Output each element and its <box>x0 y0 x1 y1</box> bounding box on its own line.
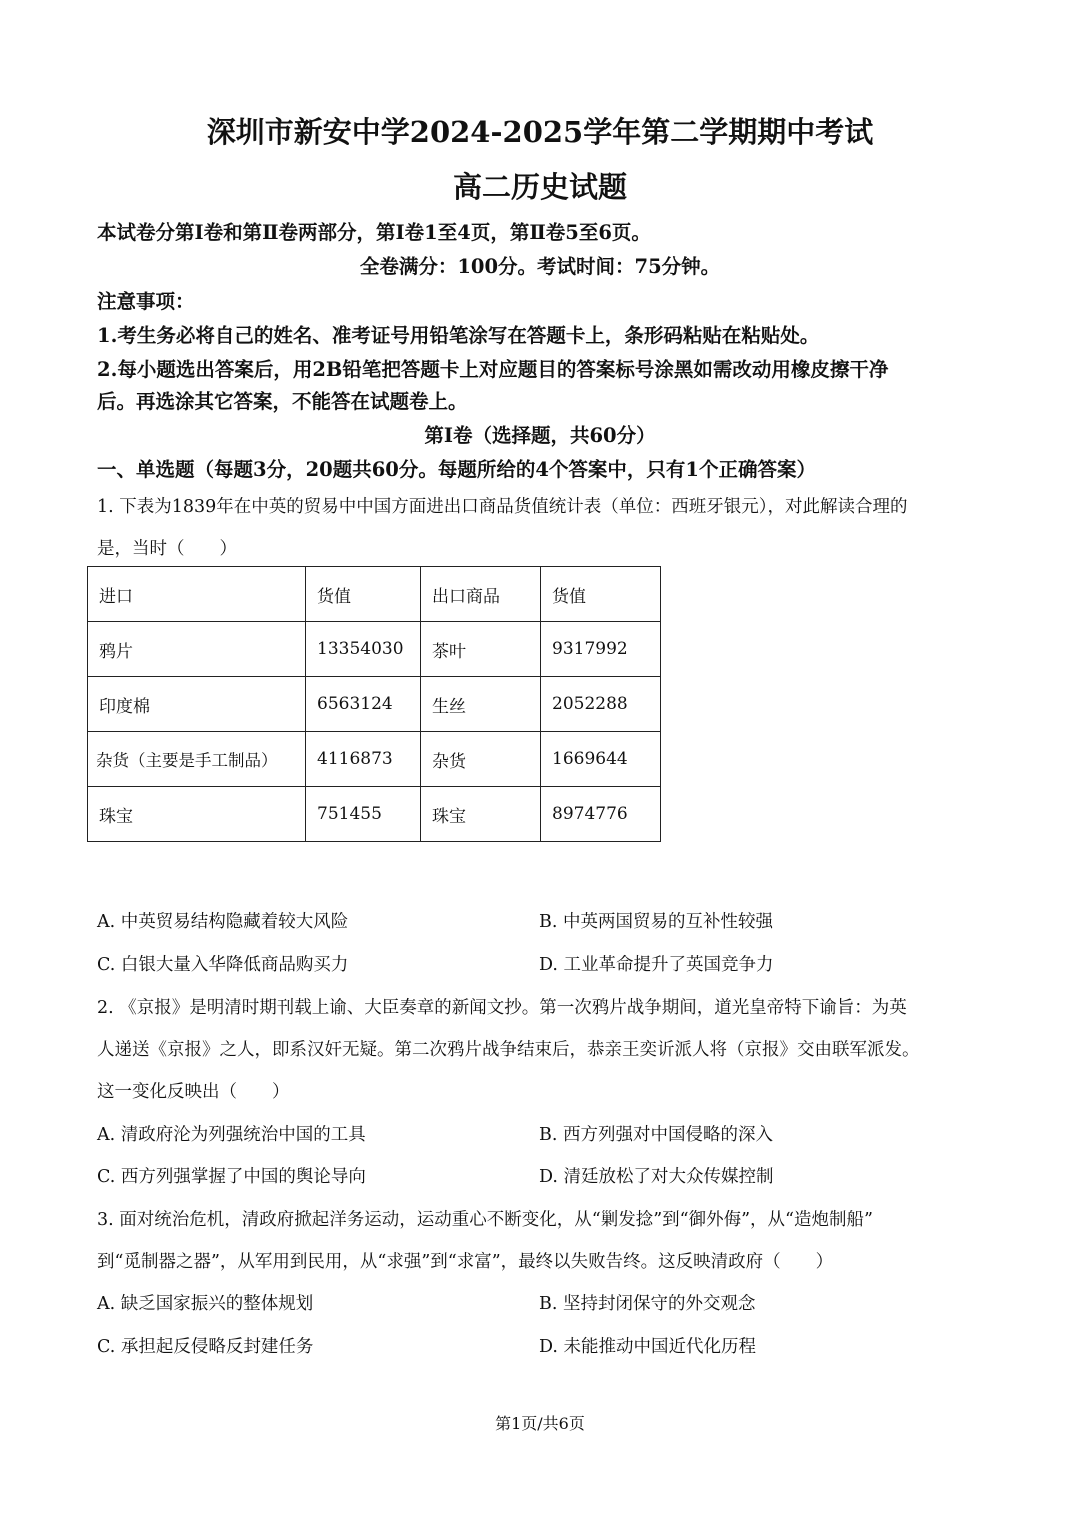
table-cell: 13354030 <box>306 622 421 677</box>
table-cell: 751455 <box>306 787 421 842</box>
table-cell: 生丝 <box>421 677 541 732</box>
table-cell: 4116873 <box>306 732 421 787</box>
trade-table <box>87 566 661 842</box>
table-cell: 8974776 <box>541 787 661 842</box>
part-heading: 一、单选题（每题3分，20题共60分。每题所给的4个答案中，只有1个正确答案） <box>97 458 816 481</box>
question-2-stem-line-1: 2. 《京报》是明清时期刊载上谕、大臣奏章的新闻文抄。第一次鸦片战争期间，道光皇帝特下谕旨：为英 <box>97 998 907 1018</box>
question-2-option-a: A. 清政府沦为列强统治中国的工具 <box>97 1125 366 1145</box>
question-2-option-b: B. 西方列强对中国侵略的深入 <box>539 1125 773 1145</box>
table-cell: 珠宝 <box>88 787 306 842</box>
table-header-cell: 货值 <box>541 567 661 622</box>
page-number: 第1页/共6页 <box>495 1414 585 1433</box>
question-1-stem-line-1: 1. 下表为1839年在中英的贸易中中国方面进出口商品货值统计表（单位：西班牙银元），对此解读合理的 <box>97 497 908 517</box>
question-3-option-b: B. 坚持封闭保守的外交观念 <box>539 1294 756 1314</box>
notice-item-1: 1.考生务必将自己的姓名、准考证号用铅笔涂写在答题卡上，条形码粘贴在粘贴处。 <box>97 324 820 347</box>
question-2-option-d: D. 清廷放松了对大众传媒控制 <box>539 1167 774 1187</box>
table-cell: 1669644 <box>541 732 661 787</box>
question-1-option-d: D. 工业革命提升了英国竞争力 <box>539 955 774 975</box>
table-cell: 2052288 <box>541 677 661 732</box>
question-3-stem-line-2: 到“觅制器之器”，从军用到民用，从“求强”到“求富”，最终以失败告终。这反映清政府（ ） <box>97 1252 834 1272</box>
exam-subtitle: 高二历史试题 <box>452 170 627 204</box>
notice-heading: 注意事项： <box>97 290 195 313</box>
table-cell: 杂货 <box>421 732 541 787</box>
exam-title: 深圳市新安中学2024-2025学年第二学期期中考试 <box>206 115 874 149</box>
question-3-option-c: C. 承担起反侵略反封建任务 <box>97 1337 314 1357</box>
intro-line-2: 全卷满分：100分。考试时间：75分钟。 <box>359 255 721 278</box>
table-header-cell: 出口商品 <box>421 567 541 622</box>
question-2-stem-line-2: 人递送《京报》之人，即系汉奸无疑。第二次鸦片战争结束后，恭亲王奕䜣派人将（京报》交由联军派发。 <box>97 1040 920 1060</box>
table-cell: 珠宝 <box>421 787 541 842</box>
intro-line-1: 本试卷分第Ⅰ卷和第Ⅱ卷两部分，第Ⅰ卷1至4页，第Ⅱ卷5至6页。 <box>97 221 651 244</box>
notice-item-2-line-1: 2.每小题选出答案后，用2B铅笔把答题卡上对应题目的答案标号涂黑如需改动用橡皮擦干净 <box>97 358 889 381</box>
question-1-option-b: B. 中英两国贸易的互补性较强 <box>539 912 773 932</box>
table-cell: 印度棉 <box>88 677 306 732</box>
table-row <box>88 732 661 787</box>
table-cell: 鸦片 <box>88 622 306 677</box>
question-1-option-c: C. 白银大量入华降低商品购买力 <box>97 955 349 975</box>
question-1-stem-line-2: 是，当时（ ） <box>97 539 237 559</box>
question-2-option-c: C. 西方列强掌握了中国的舆论导向 <box>97 1167 366 1187</box>
table-row <box>88 787 661 842</box>
table-header-cell: 进口 <box>88 567 306 622</box>
question-3-option-a: A. 缺乏国家振兴的整体规划 <box>97 1294 314 1314</box>
table-cell: 茶叶 <box>421 622 541 677</box>
question-3-option-d: D. 未能推动中国近代化历程 <box>539 1337 757 1357</box>
table-header-row <box>88 567 661 622</box>
table-cell: 杂货（主要是手工制品） <box>88 732 306 787</box>
notice-item-2-line-2: 后。再选涂其它答案，不能答在试题卷上。 <box>97 390 468 413</box>
table-cell: 9317992 <box>541 622 661 677</box>
question-3-stem-line-1: 3. 面对统治危机，清政府掀起洋务运动，运动重心不断变化，从“剿发捻”到“御外侮”，从“造炮制船” <box>97 1210 873 1230</box>
volume-heading: 第Ⅰ卷（选择题，共60分） <box>424 424 656 447</box>
table-row <box>88 677 661 732</box>
table-row <box>88 622 661 677</box>
table-cell: 6563124 <box>306 677 421 732</box>
question-1-option-a: A. 中英贸易结构隐藏着较大风险 <box>97 912 349 932</box>
table-header-cell: 货值 <box>306 567 421 622</box>
question-2-stem-line-3: 这一变化反映出（ ） <box>97 1082 290 1102</box>
